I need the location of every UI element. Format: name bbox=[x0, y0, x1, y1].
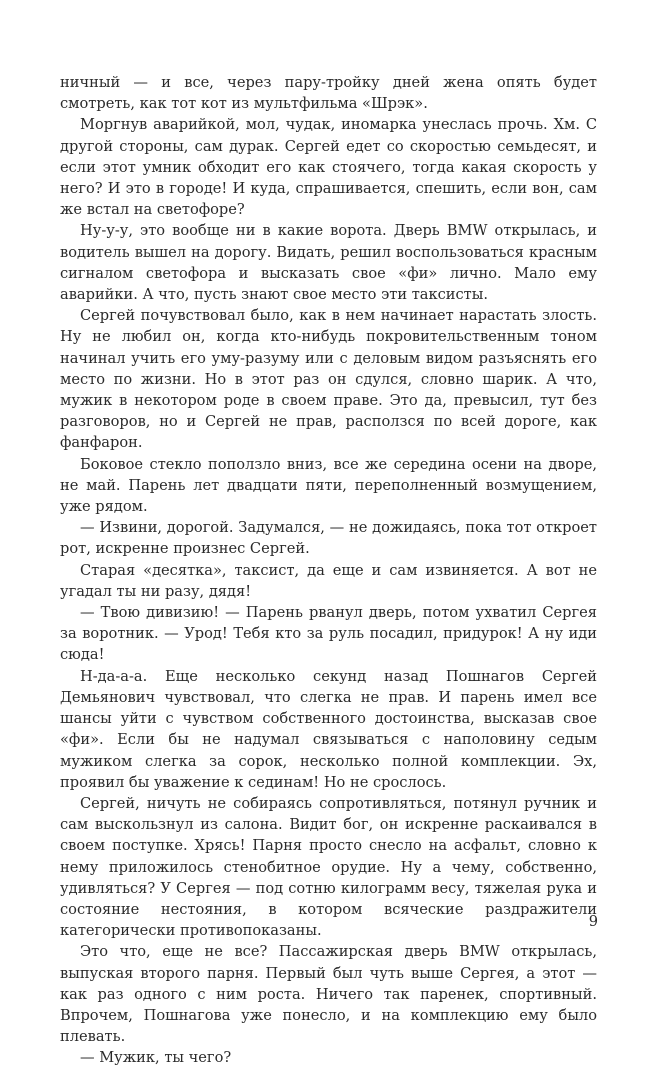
paragraph-7: Старая «десятка», таксист, да еще и сам извиняется. А вот не угадал ты ни разу, дядя! bbox=[60, 561, 597, 600]
paragraph-2: Моргнув аварийкой, мол, чудак, иномарка унеслась прочь. Хм. С другой стороны, сам дурак. Сергей едет со скоростью семьдесят, и если этот умник обходит его как стоячего, тогда какая скорость у него? И это в городе! И куда, спрашивается, спешить, если вон, сам же встал на светофоре? bbox=[60, 116, 597, 219]
paragraph-1: ничный — и все, через пару-тройку дней жена опять будет смотреть, как тот кот из мультфильма «Шрэк». bbox=[60, 74, 597, 113]
paragraph-6: — Извини, дорогой. Задумался, — не дожидаясь, пока тот откроет рот, искренне произнес Сергей. bbox=[60, 519, 597, 558]
paragraph-11: Это что, еще не все? Пассажирская дверь BMW открылась, выпуская второго парня. Первый был чуть выше Сергея, а этот — как раз одного с ним роста. Ничего так паренек, спортивный. Впрочем, Пошнагова уже понесло, и на комплекцию ему было плевать. bbox=[60, 943, 597, 1046]
paragraph-4: Сергей почувствовал было, как в нем начинает нарастать злость. Ну не любил он, когда кто-нибудь покровительственным тоном начинал учить его уму-разуму или с деловым видом разъяснять его место по жизни. Но в этот раз он сдулся, словно шарик. А что, мужик в некотором роде в своем праве. Это да, превысил, тут без разговоров, но и Сергей не прав, расползся по всей дороге, как фанфарон. bbox=[60, 307, 597, 452]
page-number: 9 bbox=[588, 913, 598, 930]
paragraph-8: — Твою дивизию! — Парень рванул дверь, потом ухватил Сергея за воротник. — Урод! Тебя кто за руль посадил, придурок! А ну иди сюда! bbox=[60, 604, 597, 664]
paragraph-12: — Мужик, ты чего? bbox=[80, 1049, 232, 1067]
body-text bbox=[60, 72, 597, 1069]
paragraph-5: Боковое стекло поползло вниз, все же середина осени на дворе, не май. Парень лет двадцати пяти, переполненный возмущением, уже рядом. bbox=[60, 455, 597, 516]
paragraph-10: Сергей, ничуть не собираясь сопротивляться, потянул ручник и сам выскользнул из салона. Видит бог, он искренне раскаивался в своем поступке. Хрясь! Парня просто снесло на асфальт, словно к нему приложилось стенобитное орудие. Ну а чему, собственно, удивляться? У Сергея — под сотню килограмм весу, тяжелая рука и состояние нестояния, в котором всяческие раздражители категорически противопоказаны. bbox=[60, 794, 597, 940]
paragraph-9: Н-да-а-а. Еще несколько секунд назад Пошнагов Сергей Демьянович чувствовал, что слегка не прав. И парень имел все шансы уйти с чувством собственного достоинства, высказав свое «фи». Если бы не надумал связываться с наполовину седым мужиком слегка за сорок, несколько полной комплекции. Эх, проявил бы уважение к сединам! Но не срослось. bbox=[60, 667, 597, 791]
paragraph-3: Ну-у-у, это вообще ни в какие ворота. Дверь BMW открылась, и водитель вышел на дорогу. Видать, решил воспользоваться красным сигналом светофора и высказать свое «фи» лично. Мало ему аварийки. А что, пусть знают свое место эти таксисты. bbox=[60, 222, 597, 304]
